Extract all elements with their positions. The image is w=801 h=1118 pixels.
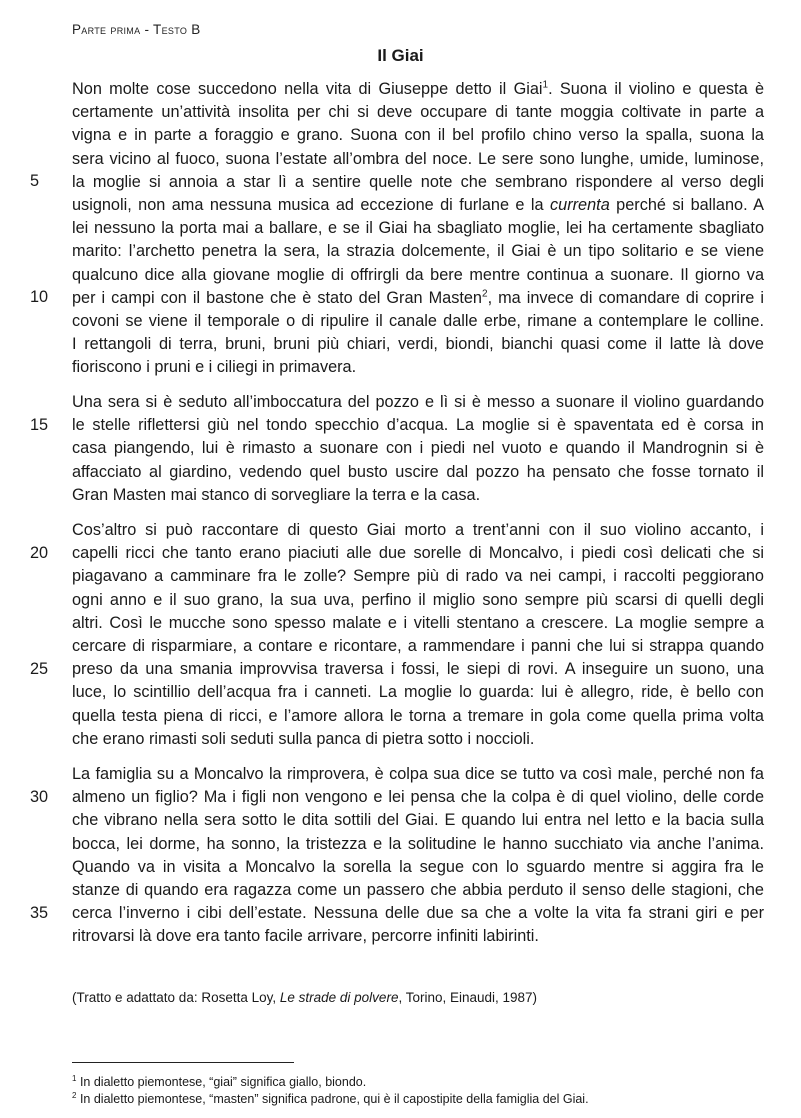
line-number-35: 35 — [30, 904, 49, 922]
text-line: stanze di quando era ragazza come un passero che abbia perduto il senso delle stagioni, che — [72, 880, 764, 899]
text-line: per i campi con il bastone che è stato del Gran Masten$^2$, ma invece di comandare di coprire i — [72, 288, 764, 307]
text-line: Non molte cose succedono nella vita di Giuseppe detto il Giai$^1$. Suona il violino e questa è — [72, 79, 764, 98]
text-line: fioriscono i pruni e i ciliegi in primavera. — [72, 358, 357, 377]
line-number-25: 25 — [30, 660, 49, 678]
text-line: che erano rimasti soli seduti sulla panca di pietra sotto i noccioli. — [72, 729, 535, 748]
section-header-text: Parte prima - Testo B — [72, 22, 201, 37]
footnote-divider — [72, 1062, 294, 1063]
line-number-5: 5 — [30, 172, 40, 190]
footnote-text: In dialetto piemontese, “masten” significa padrone, qui è il capostipite della famiglia del Giai. — [79, 1092, 589, 1106]
source-book-title: Le strade di polvere — [279, 990, 399, 1005]
text-line: che vibrano nella sera sotto le dita sottili del Giai. E quando lui entra nel letto e la bacia sulla — [72, 811, 764, 830]
text-line: qualcuno dice alla giovane moglie di offrirgli da bere mentre continua a suonare. Il giorno va — [72, 265, 764, 284]
text-line: luce, lo scintillio dell’acqua fra i canneti. La moglie lo guarda: lui è allegro, ride, è bello con — [72, 683, 764, 702]
text-line: lei nessuno la porta mai a ballare, e se il Giai ha sbagliato moglie, lei ha certamente sbagliato — [72, 219, 764, 238]
source-prefix: (Tratto e adattato da: Rosetta Loy, — [72, 990, 280, 1005]
section-header — [72, 22, 201, 37]
text-line: certamente un’attività insolita per chi si deve occupare di tante moggia coltivate in parte a — [72, 103, 764, 122]
line-number-30: 30 — [30, 788, 49, 806]
paragraph-4 — [72, 763, 764, 949]
footnote-mark: 2 — [72, 1090, 77, 1100]
footnote-reference: 1 — [542, 79, 549, 91]
text-line: cerca l’inverno i cibi dell’estate. Nessuna delle due sa che a volte la vita fa strani giri e per — [72, 904, 764, 923]
page-title: Il Giai — [377, 46, 424, 65]
text-line: altri. Così le mucche sono spesso malate e i vitelli stentano a crescere. La moglie sempre a — [72, 613, 764, 632]
text-line: affacciato al giardino, vedendo quel busto uscire dal pozzo ha pensato che fosse tornato il — [72, 462, 764, 481]
paragraph-1 — [72, 78, 764, 379]
footnote-mark: 1 — [72, 1073, 77, 1083]
footnote-2 — [72, 1091, 589, 1107]
text-line: Gran Masten mai stanco di sorvegliare la terra e la casa. — [72, 485, 481, 504]
text-line: La famiglia su a Moncalvo la rimprovera, è colpa sua dice se tutto va così male, perché non fa — [72, 765, 764, 783]
text-line: bocca, lei dorme, ha sonno, la tristezza e la solitudine le hanno succhiato via anche l’anima. — [72, 834, 764, 853]
italic-term: currenta — [550, 195, 610, 214]
source-suffix: , Torino, Einaudi, 1987) — [398, 990, 538, 1005]
text-line: ogni anno e il suo grano, la sua uva, perfino il miglio sono sempre più scarsi di quelli degli — [72, 590, 764, 609]
text-line: marito: l’archetto penetra la sera, la strazia dolcemente, il Giai è un tipo solitario e se viene — [72, 242, 764, 261]
text-line: Quando va in visita a Moncalvo la sorella la segue con lo sguardo mentre si aggira fra le — [72, 857, 764, 876]
line-number-15: 15 — [30, 416, 49, 434]
text-line: covoni se viene il temporale o di ripulire il canale dalle erbe, rimane a contemplare le colline. — [72, 311, 764, 330]
footnote-text: In dialetto piemontese, “giai” significa giallo, biondo. — [79, 1075, 367, 1089]
text-line: Cos’altro si può raccontare di questo Giai morto a trent’anni con il suo violino accanto, i — [72, 521, 764, 539]
text-line: Una sera si è seduto all’imboccatura del pozzo e lì si è messo a suonare il violino guardando — [72, 393, 764, 411]
text-line: la moglie si annoia a star lì a sentire quelle note che sembrano rispondere al verso degli — [72, 172, 764, 191]
line-number-10: 10 — [30, 288, 49, 306]
text-line: almeno un figlio? Ma i figli non vengono e lei pensa che la colpa è di quel violino, delle corde — [72, 788, 764, 807]
text-line: preso da una smania improvvisa traversa i fossi, le siepi di rovi. A inseguire un suono, una — [72, 660, 764, 679]
text-line: casa piangendo, lui è rimasto a suonare con i piedi nel vuoto e quando il Mandrognin si è — [72, 439, 764, 458]
text-line: le stelle riflettersi giù nel tondo specchio d’acqua. La moglie si è spaventata ed è corsa in — [72, 416, 764, 435]
text-line: I rettangoli di terra, bruni, bruni più chiari, verdi, biondi, bianchi quasi come il latte là dove — [72, 335, 764, 354]
text-line: usignoli, non ama nessuna musica ad eccezione di furlane e la currenta perché si ballano. A — [72, 195, 764, 214]
text-line: cercare di risparmiare, a contare e ricontare, a rammendare i panni che lui si strappa quando — [72, 636, 764, 655]
text-line: capelli ricci che tanto erano piaciuti alle due sorelle di Moncalvo, i piedi così delicati che si — [72, 544, 764, 563]
text-line: sera vicino al fuoco, suona l’estate all’ombra del noce. Le sere sono lunghe, umide, luminose, — [72, 149, 764, 168]
line-number-20: 20 — [30, 544, 49, 562]
paragraph-2 — [72, 391, 764, 507]
footnote-reference: 2 — [482, 288, 488, 300]
paragraph-3 — [72, 519, 764, 751]
text-line: vigna e in parte a foraggio e grano. Suona con il bel profilo chino verso la spalla, suona la — [72, 126, 764, 145]
footnote-1 — [72, 1074, 366, 1090]
text-line: quella testa piena di ricci, e l’amore allora le torna a tremare in gola come quella prima volta — [72, 706, 764, 725]
text-line: piagavano a camminare fra le zolle? Sempre più di rado va nei campi, i raccolti peggiorano — [72, 567, 764, 586]
text-line: ritrovarsi là dove era tanto facile arrivare, percorre infiniti labirinti. — [72, 927, 539, 946]
source-citation — [72, 990, 537, 1005]
